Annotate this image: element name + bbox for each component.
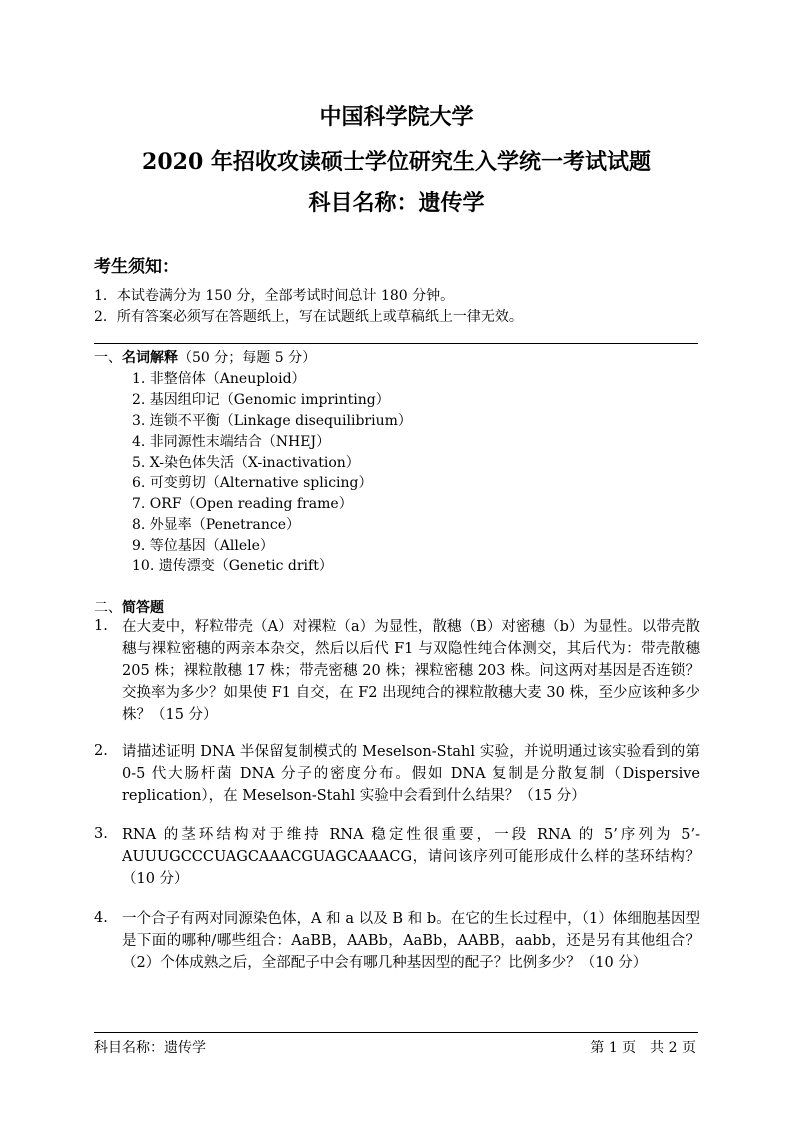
subject-title: 科目名称：遗传学 — [308, 190, 485, 216]
term-item: 6. 可变剪切（Alternative splicing） — [132, 475, 373, 491]
question-number: 3. — [94, 826, 108, 842]
question-text: 请描述证明 DNA 半保留复制模式的 Meselson-Stahl 实验，并说明通过该实验看到的第 0-5 代大肠杆菌 DNA 分子的密度分布。假如 DNA 复制是分散复制（Dispersive replication），在 Meselson-Stahl 实验中会看到什么结果？（15 分） — [122, 744, 700, 804]
question-number: 1. — [94, 618, 108, 634]
term-item: 7. ORF（Open reading frame） — [132, 496, 353, 512]
question-number: 2. — [94, 743, 108, 759]
term-item: 9. 等位基因（Allele） — [132, 538, 274, 554]
section1-title: 名词解释 — [122, 350, 178, 366]
question-text: 一个合子有两对同源染色体，A 和 a 以及 B 和 b。在它的生长过程中，（1）体细胞基因型是下面的哪种/哪些组合：AaBB，AABb，AaBb，AABB，aabb，还是另有其他组合？（2）个体成熟之后，全部配子中会有哪几种基因型的配子？比例多少？（10 分） — [122, 911, 700, 971]
term-item: 5. X-染色体失活（X-inactivation） — [132, 455, 360, 471]
divider-bottom — [94, 1032, 698, 1033]
notice-item-2: 2．所有答案必须写在答题纸上，写在试题纸上或草稿纸上一律无效。 — [94, 309, 523, 325]
term-item: 3. 连锁不平衡（Linkage disequilibrium） — [132, 413, 412, 429]
exam-title: 2020 年招收攻读硕士学位研究生入学统一考试试题 — [142, 149, 651, 175]
term-item: 8. 外显率（Penetrance） — [132, 517, 300, 533]
term-item: 2. 基因组印记（Genomic imprinting） — [132, 392, 390, 408]
question-number: 4. — [94, 910, 108, 926]
section2-heading — [94, 597, 164, 617]
footer-page-number: 第 1 页 共 2 页 — [590, 1040, 696, 1056]
notice-item-1: 1．本试卷满分为 150 分，全部考试时间总计 180 分钟。 — [94, 288, 455, 304]
question-text: 在大麦中，籽粒带壳（A）对裸粒（a）为显性，散穗（B）对密穗（b）为显性。以带壳散穗与裸粒密穗的两亲本杂交，然后以后代 F1 与双隐性纯合体测交，其后代为：带壳散穗 205 株；裸粒散穗 17 株；带壳密穗 20 株；裸粒密穗 203 株。问这两对基因是否连锁？交换率为多少？如果使 F1 自交，在 F2 出现纯合的裸粒散穗大麦 30 株，至少应该种多少株？（15 分） — [122, 619, 700, 723]
section2-prefix: 二、 — [94, 600, 122, 616]
section1-prefix: 一、 — [94, 350, 122, 366]
term-item: 1. 非整倍体（Aneuploid） — [132, 371, 306, 387]
section2-title: 简答题 — [122, 600, 164, 616]
term-item: 4. 非同源性末端结合（NHEJ） — [132, 434, 331, 450]
notice-title: 考生须知： — [94, 257, 179, 277]
footer-subject: 科目名称：遗传学 — [94, 1040, 206, 1056]
divider-top — [94, 343, 698, 344]
section1-score: （50 分；每题 5 分） — [178, 350, 317, 366]
section1-heading — [94, 347, 316, 367]
question-text: RNA 的茎环结构对于维持 RNA 稳定性很重要，一段 RNA 的 5’序列为 5’-AUUUGCCCUAGCAAACGUAGCAAACG，请问该序列可能形成什么样的茎环结构？（10 分） — [122, 827, 700, 887]
university-title: 中国科学院大学 — [319, 104, 474, 130]
term-item: 10. 遗传漂变（Genetic drift） — [132, 558, 333, 574]
